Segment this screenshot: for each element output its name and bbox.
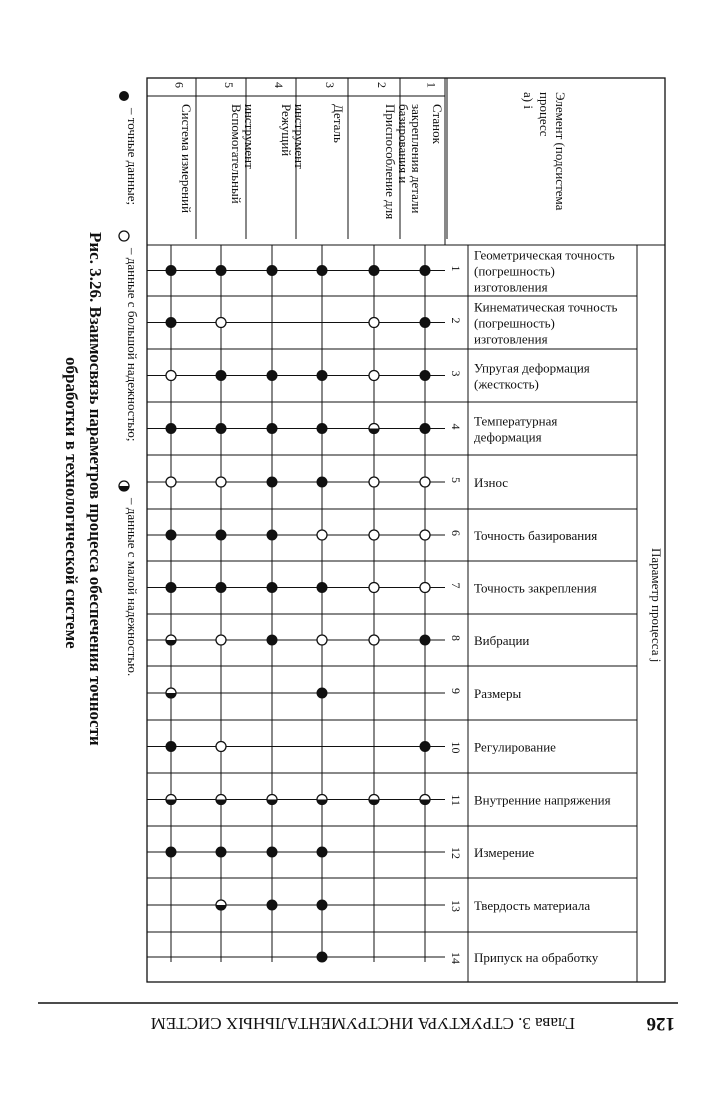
element-3-label: Деталь: [331, 104, 346, 143]
mark-precise: [267, 847, 277, 857]
param-11-number: 11: [449, 794, 463, 807]
mark-high-reliability: [420, 583, 430, 593]
mark-precise: [216, 371, 226, 381]
element-6-number: 6: [172, 82, 187, 88]
mark-precise: [317, 583, 327, 593]
param-3-label: Упругая деформация (жесткость): [474, 360, 590, 392]
mark-high-reliability: [369, 635, 379, 645]
mark-precise: [216, 424, 226, 434]
mark-precise: [420, 742, 430, 752]
mark-high-reliability: [420, 530, 430, 540]
mark-precise: [420, 371, 430, 381]
mark-high-reliability: [369, 583, 379, 593]
param-5-label: Износ: [474, 475, 509, 490]
mark-high-reliability: [420, 477, 430, 487]
mark-precise: [166, 847, 176, 857]
mark-precise: [267, 583, 277, 593]
param-1-label: Геометрическая точность (погрешность) изготовления: [474, 247, 615, 295]
mark-high-reliability: [216, 477, 226, 487]
mark-precise: [216, 583, 226, 593]
param-5-number: 5: [449, 477, 463, 483]
mark-precise: [317, 847, 327, 857]
param-6-label: Точность базирования: [474, 528, 598, 543]
param-9-number: 9: [449, 688, 463, 694]
element-6-label: Система измерений: [179, 104, 194, 214]
mark-precise: [317, 477, 327, 487]
mark-precise: [166, 424, 176, 434]
param-9-label: Размеры: [474, 686, 522, 701]
param-3-number: 3: [449, 370, 463, 377]
mark-high-reliability: [369, 530, 379, 540]
mark-precise: [267, 424, 277, 434]
param-7-number: 7: [449, 582, 463, 589]
mark-precise: [267, 371, 277, 381]
relationship-table: [147, 78, 665, 982]
param-13-number: 13: [449, 900, 463, 912]
element-5-label: Вспомогательныйинструмент: [229, 104, 257, 204]
mark-high-reliability: [369, 477, 379, 487]
param-14-number: 14: [449, 952, 463, 964]
element-2-label: Приспособление длябазирования изакрепления детали: [383, 104, 424, 220]
page-number: 126: [646, 1013, 675, 1034]
mark-precise: [420, 424, 430, 434]
mark-precise: [317, 952, 327, 962]
mark-high-reliability: [317, 635, 327, 645]
element-4-number: 4: [272, 82, 286, 88]
legend-open-circle: [119, 231, 129, 241]
mark-high-reliability: [216, 318, 226, 328]
element-1-number: 1: [424, 82, 439, 88]
mark-precise: [267, 530, 277, 540]
param-2-label: Кинематическая точность (погрешность) изготовления: [474, 299, 618, 347]
mark-precise: [166, 583, 176, 593]
param-4-label: Температурная деформация: [474, 413, 558, 445]
mark-precise: [267, 635, 277, 645]
legend: [119, 91, 140, 676]
param-4-number: 4: [449, 423, 463, 430]
param-7-label: Точность закрепления: [474, 580, 597, 596]
mark-high-reliability: [317, 530, 327, 540]
param-8-label: Вибрации: [474, 633, 530, 648]
param-14-label: Припуск на обработку: [474, 950, 599, 965]
param-12-number: 12: [449, 847, 463, 859]
mark-precise: [317, 900, 327, 910]
element-5-number: 5: [222, 82, 236, 88]
element-1-label: Станок: [430, 104, 445, 144]
running-title: Глава 3. СТРУКТУРА ИНСТРУМЕНТАЛЬНЫХ СИСТЕМ: [150, 1014, 575, 1033]
mark-precise: [317, 266, 327, 276]
param-6-number: 6: [449, 530, 463, 536]
mark-high-reliability: [166, 477, 176, 487]
mark-precise: [420, 635, 430, 645]
element-2-number: 2: [375, 82, 389, 88]
mark-precise: [317, 371, 327, 381]
parameter-header: Параметр процесса j: [649, 548, 664, 663]
mark-precise: [216, 530, 226, 540]
legend-open-text: – данные с большой надежностью;: [125, 248, 140, 442]
running-header: [151, 1014, 575, 1033]
mark-precise: [166, 530, 176, 540]
legend-half-text: – данные с малой надежностью.: [125, 498, 140, 677]
param-13-label: Твердость материала: [474, 898, 591, 913]
element-4-label: Режущийинструмент: [279, 104, 307, 169]
param-10-number: 10: [449, 741, 463, 754]
corner-label: Элемент (подсистемапроцесса) i: [521, 92, 568, 211]
element-3-number: 3: [323, 82, 337, 88]
mark-high-reliability: [216, 635, 226, 645]
mark-high-reliability: [369, 318, 379, 328]
param-12-label: Измерение: [474, 845, 535, 860]
mark-precise: [267, 477, 277, 487]
mark-precise: [216, 266, 226, 276]
mark-high-reliability: [166, 371, 176, 381]
mark-high-reliability: [216, 742, 226, 752]
mark-precise: [420, 318, 430, 328]
mark-precise: [166, 266, 176, 276]
mark-precise: [216, 847, 226, 857]
param-11-label: Внутренние напряжения: [474, 792, 611, 808]
mark-high-reliability: [369, 371, 379, 381]
param-10-label: Регулирование: [474, 739, 556, 755]
figure-caption: [62, 232, 105, 746]
legend-filled-text: – точные данные;: [125, 108, 140, 206]
caption-line-1: Рис. 3.26. Взаимосвязь параметров процесса обеспечения точности: [86, 232, 105, 746]
param-2-number: 2: [449, 317, 463, 324]
mark-precise: [420, 266, 430, 276]
param-1-number: 1: [449, 265, 463, 272]
mark-precise: [166, 742, 176, 752]
mark-precise: [166, 318, 176, 328]
mark-precise: [317, 424, 327, 434]
page-number-group: [647, 1013, 676, 1034]
legend-filled-circle: [119, 91, 129, 101]
mark-precise: [317, 688, 327, 698]
mark-precise: [267, 900, 277, 910]
mark-precise: [369, 266, 379, 276]
mark-precise: [267, 266, 277, 276]
param-8-number: 8: [449, 635, 463, 641]
caption-line-2: обработки в технологической системе: [62, 357, 81, 649]
